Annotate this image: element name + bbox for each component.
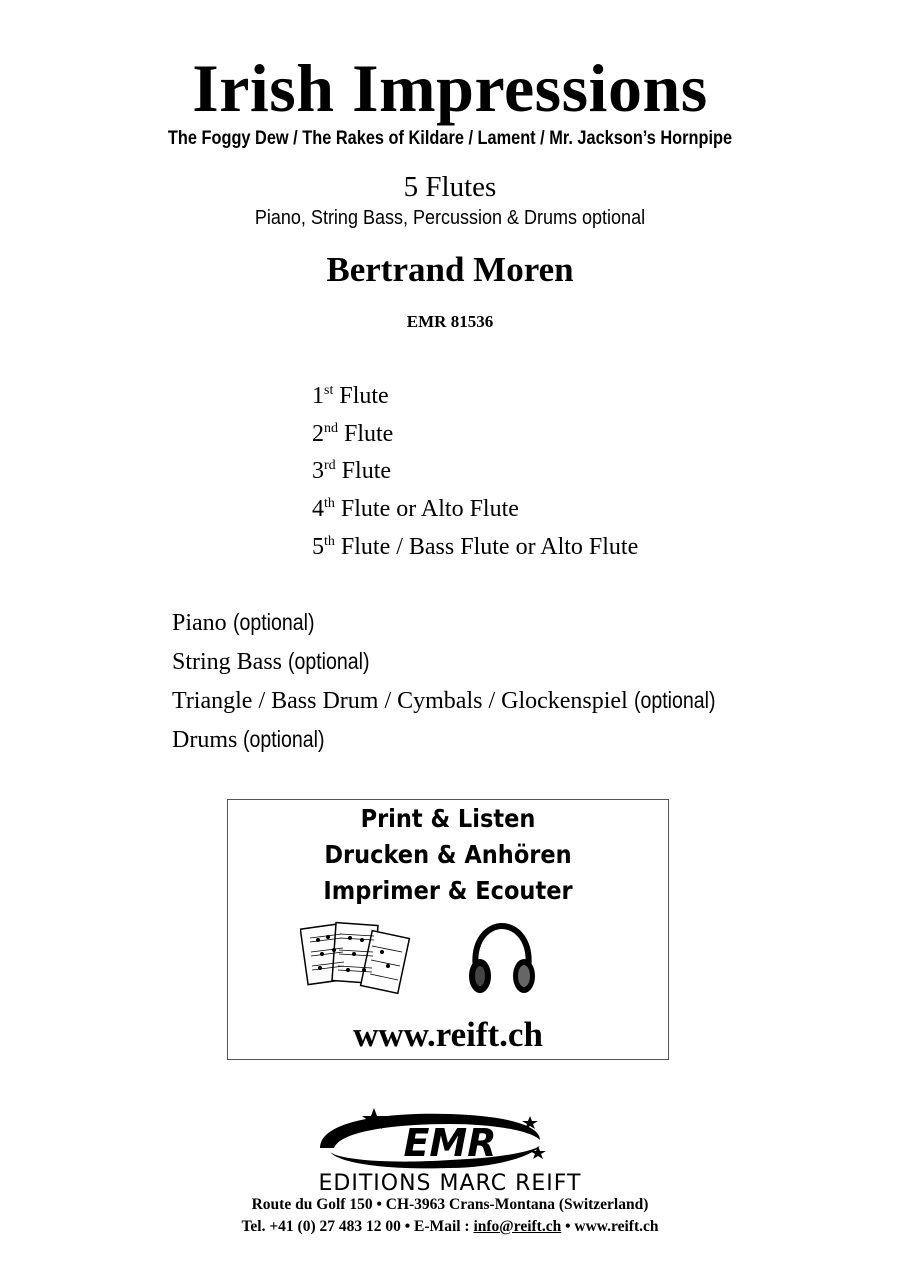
page-title: Irish Impressions bbox=[192, 50, 708, 126]
optional-instruments: Piano, String Bass, Percussion & Drums optional bbox=[254, 207, 646, 229]
headphones-icon bbox=[466, 922, 538, 1002]
part-item: 1st Flute bbox=[312, 383, 389, 409]
publisher-address: Route du Golf 150 • CH-3963 Crans-Montana (Switzerland) bbox=[251, 1196, 649, 1213]
logo-text: EMR bbox=[403, 1121, 497, 1165]
part-item: 4th Flute or Alto Flute bbox=[312, 496, 519, 523]
website-link[interactable]: www.reift.ch bbox=[353, 1015, 543, 1054]
part-item: 3rd Flute bbox=[312, 458, 392, 485]
optional-part-item: Drums (optional) bbox=[172, 726, 325, 753]
part-item: 5th Flute / Bass Flute or Alto Flute bbox=[312, 533, 639, 560]
sheet-music-icon bbox=[300, 920, 412, 1000]
optional-part-item: Triangle / Bass Drum / Cymbals / Glockenspiel (optional) bbox=[172, 687, 716, 714]
optional-part-item: Piano (optional) bbox=[172, 609, 315, 636]
print-listen-box bbox=[227, 799, 669, 1060]
promo-line-fr: Imprimer & Ecouter bbox=[323, 876, 573, 905]
optional-parts-list bbox=[172, 603, 730, 759]
promo-line-en: Print & Listen bbox=[360, 804, 536, 833]
catalog-number: EMR 81536 bbox=[406, 312, 494, 331]
publisher-name: EDITIONS MARC REIFT bbox=[318, 1171, 582, 1194]
optional-part-item: String Bass (optional) bbox=[172, 648, 370, 675]
email-link[interactable]: info@reift.ch bbox=[473, 1218, 562, 1235]
publisher-contact: Tel. +41 (0) 27 483 12 00 • E-Mail : info@reift.ch • www.reift.ch bbox=[241, 1218, 659, 1235]
composer: Bertrand Moren bbox=[326, 250, 574, 289]
subtitle: The Foggy Dew / The Rakes of Kildare / Lament / Mr. Jackson’s Hornpipe bbox=[167, 128, 733, 149]
promo-line-de: Drucken & Anhören bbox=[324, 840, 572, 869]
part-item: 2nd Flute bbox=[312, 420, 394, 447]
parts-list bbox=[312, 378, 638, 567]
emr-logo bbox=[300, 1108, 600, 1194]
instrumentation: 5 Flutes bbox=[403, 171, 497, 203]
